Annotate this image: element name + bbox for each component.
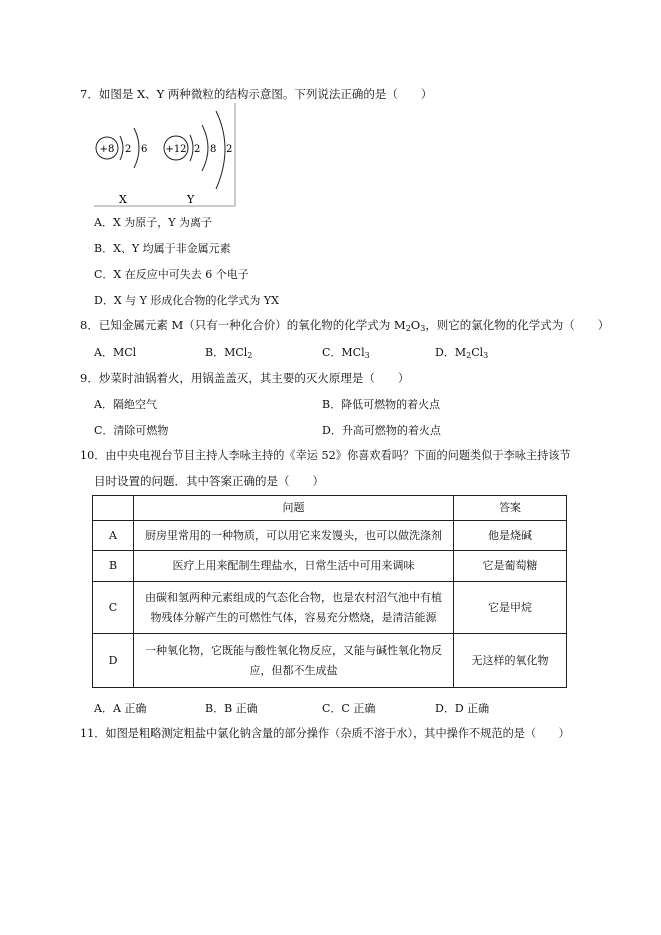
y-shell-3-count: 2 — [226, 144, 233, 155]
q7-option-c: C．X 在反应中可失去 6 个电子 — [94, 268, 249, 281]
y-nucleus-charge: +12 — [165, 144, 187, 155]
x-nucleus-charge: +8 — [99, 144, 115, 155]
q9-option-b: B．降低可燃物的着火点 — [322, 398, 441, 411]
table-row-question: 由碳和氢两种元素组成的气态化合物，也是农村沼气池中有植 物残体分解产生的可燃性气体，容易充分燃烧，是清洁能源 — [134, 582, 454, 634]
table-row-letter: A — [93, 521, 134, 551]
q7-option-a: A．X 为原子，Y 为离子 — [94, 216, 213, 229]
q9-option-d: D．升高可燃物的着火点 — [322, 424, 441, 437]
table-row-answer: 他是烧碱 — [454, 521, 567, 551]
x-label: X — [119, 193, 127, 206]
q8-option-c: C．MCl$_3$ — [322, 346, 370, 360]
q11-stem: 11．如图是粗略测定粗盐中氯化钠含量的部分操作（杂质不溶于水），其中操作不规范的是（ ） — [80, 727, 570, 740]
table-header-row — [93, 496, 567, 521]
q8-option-a: A．MCl — [94, 346, 137, 359]
q10-stem-line2: 目时设置的问题．其中答案正确的是（ ） — [94, 474, 324, 488]
x-shell-1-count: 2 — [125, 144, 132, 155]
q7-stem: 7．如图是 X、Y 两种微粒的结构示意图。下列说法正确的是（ ） — [80, 87, 433, 101]
y-label: Y — [187, 193, 195, 206]
q10-option-d: D．D 正确 — [435, 702, 490, 715]
table-row — [93, 521, 567, 551]
table-header-blank — [93, 496, 134, 521]
q8-stem: 8．已知金属元素 M（只有一种化合价）的氧化物的化学式为 $M_2O_3$，则它的氯化物的化学式为（ ） — [80, 318, 610, 333]
table-row-question: 医疗上用来配制生理盐水，日常生活中可用来调味 — [134, 551, 454, 582]
q10-option-c: C．C 正确 — [322, 702, 376, 715]
q9-stem: 9．炒菜时油锅着火，用锅盖盖灭，其主要的灭火原理是（ ） — [80, 371, 410, 385]
q7-option-b: B．X、Y 均属于非金属元素 — [94, 242, 231, 255]
table-row-question: 一种氧化物，它既能与酸性氧化物反应，又能与碱性氧化物反 应，但都不生成盐 — [134, 634, 454, 688]
q9-option-c: C．清除可燃物 — [94, 424, 169, 437]
x-shell-arc-2 — [134, 128, 139, 168]
table-row-answer: 它是葡萄糖 — [454, 551, 567, 582]
y-shell-arc-3 — [216, 111, 225, 189]
table-header-question: 问题 — [134, 496, 454, 521]
y-shell-2-count: 8 — [210, 144, 217, 155]
y-shell-arc-2 — [202, 125, 208, 171]
q10-option-a: A．A 正确 — [94, 702, 147, 715]
table-row-question: 厨房里常用的一种物质，可以用它来发馒头，也可以做洗涤剂 — [134, 521, 454, 551]
table-row-answer: 它是甲烷 — [454, 582, 567, 634]
y-shell-arc-1 — [190, 135, 193, 161]
table-row — [93, 582, 567, 634]
q10-stem-line1: 10．由中央电视台节目主持人李咏主持的《幸运 52》你喜欢看吗？下面的问题类似于李咏主持该节 — [80, 449, 571, 462]
q7-option-d: D．X 与 Y 形成化合物的化学式为 YX — [94, 294, 279, 307]
table-row-answer: 无这样的氧化物 — [454, 634, 567, 688]
table-row-letter: C — [93, 582, 134, 634]
table-row-letter: B — [93, 551, 134, 582]
atom-structure-figure — [94, 103, 236, 207]
x-shell-2-count: 6 — [141, 144, 148, 155]
q9-option-a: A．隔绝空气 — [94, 398, 157, 411]
q10-table — [92, 495, 567, 688]
q10-option-b: B．B 正确 — [205, 702, 258, 715]
y-shell-1-count: 2 — [194, 144, 201, 155]
x-shell-arc-1 — [120, 136, 123, 160]
table-row — [93, 634, 567, 688]
table-row — [93, 551, 567, 582]
q8-option-d: D．$M_2Cl_3$ — [435, 346, 489, 360]
table-header-answer: 答案 — [454, 496, 567, 521]
q8-option-b: B．MCl$_2$ — [205, 346, 253, 360]
table-row-letter: D — [93, 634, 134, 688]
